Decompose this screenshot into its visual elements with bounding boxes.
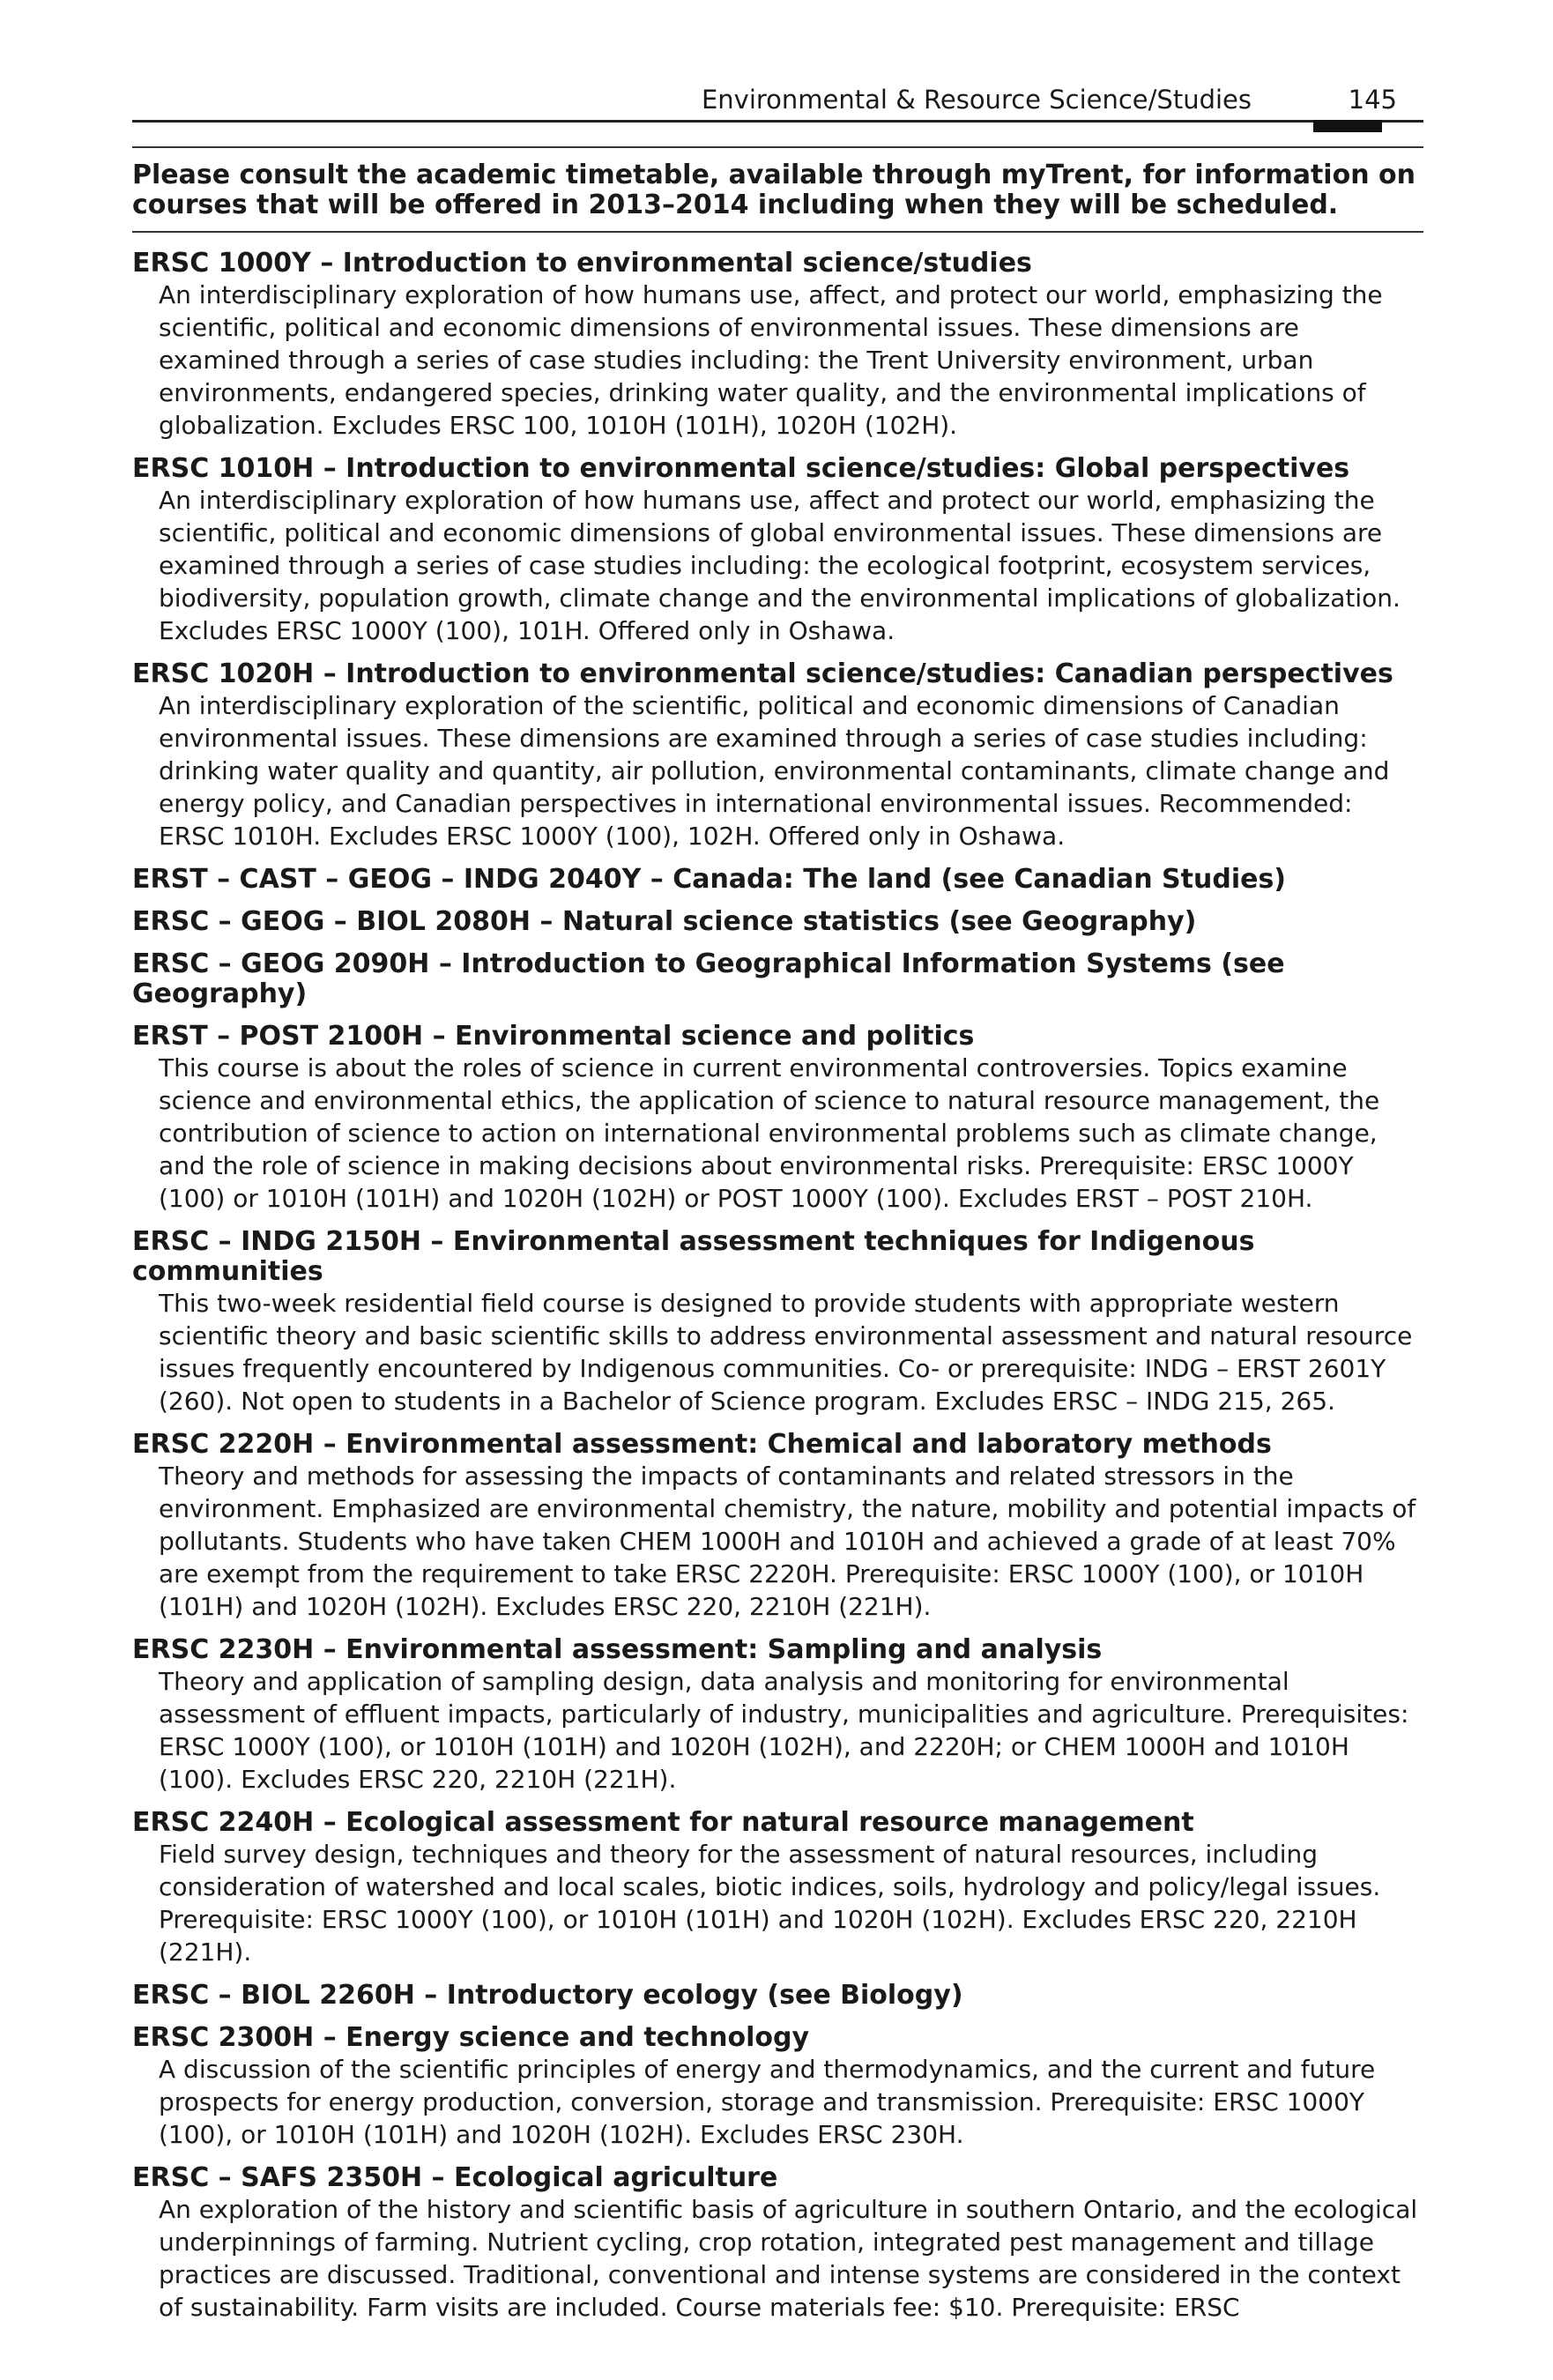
page-tab-marker bbox=[1313, 120, 1382, 132]
course-entry bbox=[132, 865, 1423, 895]
course-entry bbox=[132, 249, 1423, 442]
course-title: ERSC 1010H – Introduction to environmental science/studies: Global perspectives bbox=[132, 453, 1350, 484]
course-entry bbox=[132, 2163, 1423, 2324]
course-entry bbox=[132, 949, 1423, 1009]
page-number: 145 bbox=[1348, 85, 1397, 115]
course-list bbox=[132, 249, 1423, 2336]
course-title: ERSC 2220H – Environmental assessment: Chemical and laboratory methods bbox=[132, 1429, 1272, 1460]
course-title: ERSC – INDG 2150H – Environmental assessment techniques for Indigenous communities bbox=[132, 1226, 1255, 1287]
course-entry bbox=[132, 1981, 1423, 2011]
course-description: An interdisciplinary exploration of how humans use, affect and protect our world, emphasizing the scientific, political and economic dimensions of global environmental issues. These dimensions are examined through a series of case studies including: the ecological footprint, ecosystem services, biodiversity, population growth, climate change and the environmental implications of globalization. Excludes ERSC 1000Y (100), 101H. Offered only in Oshawa. bbox=[159, 486, 1401, 645]
notice-bottom-rule bbox=[132, 231, 1423, 233]
course-entry bbox=[132, 1635, 1423, 1796]
timetable-notice: Please consult the academic timetable, available through myTrent, for information on courses that will be offered in 2013–2014 including when they will be scheduled. bbox=[132, 160, 1416, 220]
course-title: ERST – POST 2100H – Environmental science and politics bbox=[132, 1021, 975, 1052]
course-entry bbox=[132, 1022, 1423, 1215]
course-title: ERST – CAST – GEOG – INDG 2040Y – Canada: The land (see Canadian Studies) bbox=[132, 864, 1287, 895]
course-entry bbox=[132, 1430, 1423, 1623]
course-description: A discussion of the scientific principles of energy and thermodynamics, and the current and future prospects for energy production, conversion, storage and transmission. Prerequisite: ERSC 1000Y (100), or 1010H (101H) and 1020H (102H). Excludes ERSC 230H. bbox=[159, 2055, 1376, 2149]
course-entry bbox=[132, 1808, 1423, 1968]
section-title: Environmental & Resource Science/Studies bbox=[701, 85, 1252, 115]
course-title: ERSC – BIOL 2260H – Introductory ecology (see Biology) bbox=[132, 1980, 963, 2011]
course-description: An exploration of the history and scientific basis of agriculture in southern Ontario, and the ecological underpinnings of farming. Nutrient cycling, crop rotation, integrated pest management and tillage practices are discussed. Traditional, conventional and intense systems are considered in the context of sustainability. Farm visits are included. Course materials fee: $10. Prerequisite: ERSC bbox=[159, 2195, 1418, 2322]
course-title: ERSC – GEOG – BIOL 2080H – Natural science statistics (see Geography) bbox=[132, 906, 1197, 937]
course-description: Theory and application of sampling design, data analysis and monitoring for environmental assessment of effluent impacts, particularly of industry, municipalities and agriculture. Prerequisites: ERSC 1000Y (100), or 1010H (101H) and 1020H (102H), and 2220H; or CHEM 1000H and 1010H (100). Excludes ERSC 220, 2210H (221H). bbox=[159, 1667, 1409, 1794]
course-entry bbox=[132, 1227, 1423, 1417]
course-title: ERSC 2230H – Environmental assessment: Sampling and analysis bbox=[132, 1634, 1103, 1665]
course-description: Field survey design, techniques and theory for the assessment of natural resources, including consideration of watershed and local scales, biotic indices, soils, hydrology and policy/legal issues. Prerequisite: ERSC 1000Y (100), or 1010H (101H) and 1020H (102H). Excludes ERSC 220, 2210H (221H). bbox=[159, 1840, 1381, 1967]
course-entry bbox=[132, 454, 1423, 647]
course-title: ERSC – GEOG 2090H – Introduction to Geographical Information Systems (see Geography) bbox=[132, 948, 1285, 1009]
course-entry bbox=[132, 659, 1423, 852]
course-title: ERSC 1000Y – Introduction to environmental science/studies bbox=[132, 248, 1032, 279]
course-description: An interdisciplinary exploration of the scientific, political and economic dimensions of Canadian environmental issues. These dimensions are examined through a series of case studies including: drinking water quality and quantity, air pollution, environmental contaminants, climate change and energy policy, and Canadian perspectives in international environmental issues. Recommended: ERSC 1010H. Excludes ERSC 1000Y (100), 102H. Offered only in Oshawa. bbox=[159, 691, 1390, 851]
course-title: ERSC 2300H – Energy science and technology bbox=[132, 2022, 810, 2053]
course-entry bbox=[132, 2023, 1423, 2151]
course-description: This course is about the roles of science in current environmental controversies. Topics examine science and environmental ethics, the application of science to natural resource management, the contribution of science to action on international environmental problems such as climate change, and the role of science in making decisions about environmental risks. Prerequisite: ERSC 1000Y (100) or 1010H (101H) and 1020H (102H) or POST 1000Y (100). Excludes ERST – POST 210H. bbox=[159, 1053, 1380, 1213]
running-header bbox=[132, 76, 1423, 122]
header-rule bbox=[132, 120, 1423, 123]
course-description: This two-week residential field course is designed to provide students with appropriate western scientific theory and basic scientific skills to address environmental assessment and natural resource issues frequently encountered by Indigenous communities. Co- or prerequisite: INDG – ERST 2601Y (260). Not open to students in a Bachelor of Science program. Excludes ERSC – INDG 215, 265. bbox=[159, 1289, 1413, 1416]
course-title: ERSC 1020H – Introduction to environmental science/studies: Canadian perspectives bbox=[132, 658, 1393, 689]
course-description: Theory and methods for assessing the impacts of contaminants and related stressors in the environment. Emphasized are environmental chemistry, the nature, mobility and potential impacts of pollutants. Students who have taken CHEM 1000H and 1010H and achieved a grade of at least 70% are exempt from the requirement to take ERSC 2220H. Prerequisite: ERSC 1000Y (100), or 1010H (101H) and 1020H (102H). Excludes ERSC 220, 2210H (221H). bbox=[159, 1461, 1416, 1621]
course-title: ERSC 2240H – Ecological assessment for natural resource management bbox=[132, 1807, 1194, 1838]
notice-top-rule bbox=[132, 146, 1423, 148]
course-entry bbox=[132, 907, 1423, 937]
course-title: ERSC – SAFS 2350H – Ecological agriculture bbox=[132, 2162, 778, 2193]
course-description: An interdisciplinary exploration of how humans use, affect, and protect our world, emphasizing the scientific, political and economic dimensions of environmental issues. These dimensions are examined through a series of case studies including: the Trent University environment, urban environments, endangered species, drinking water quality, and the environmental implications of globalization. Excludes ERSC 100, 1010H (101H), 1020H (102H). bbox=[159, 280, 1383, 440]
